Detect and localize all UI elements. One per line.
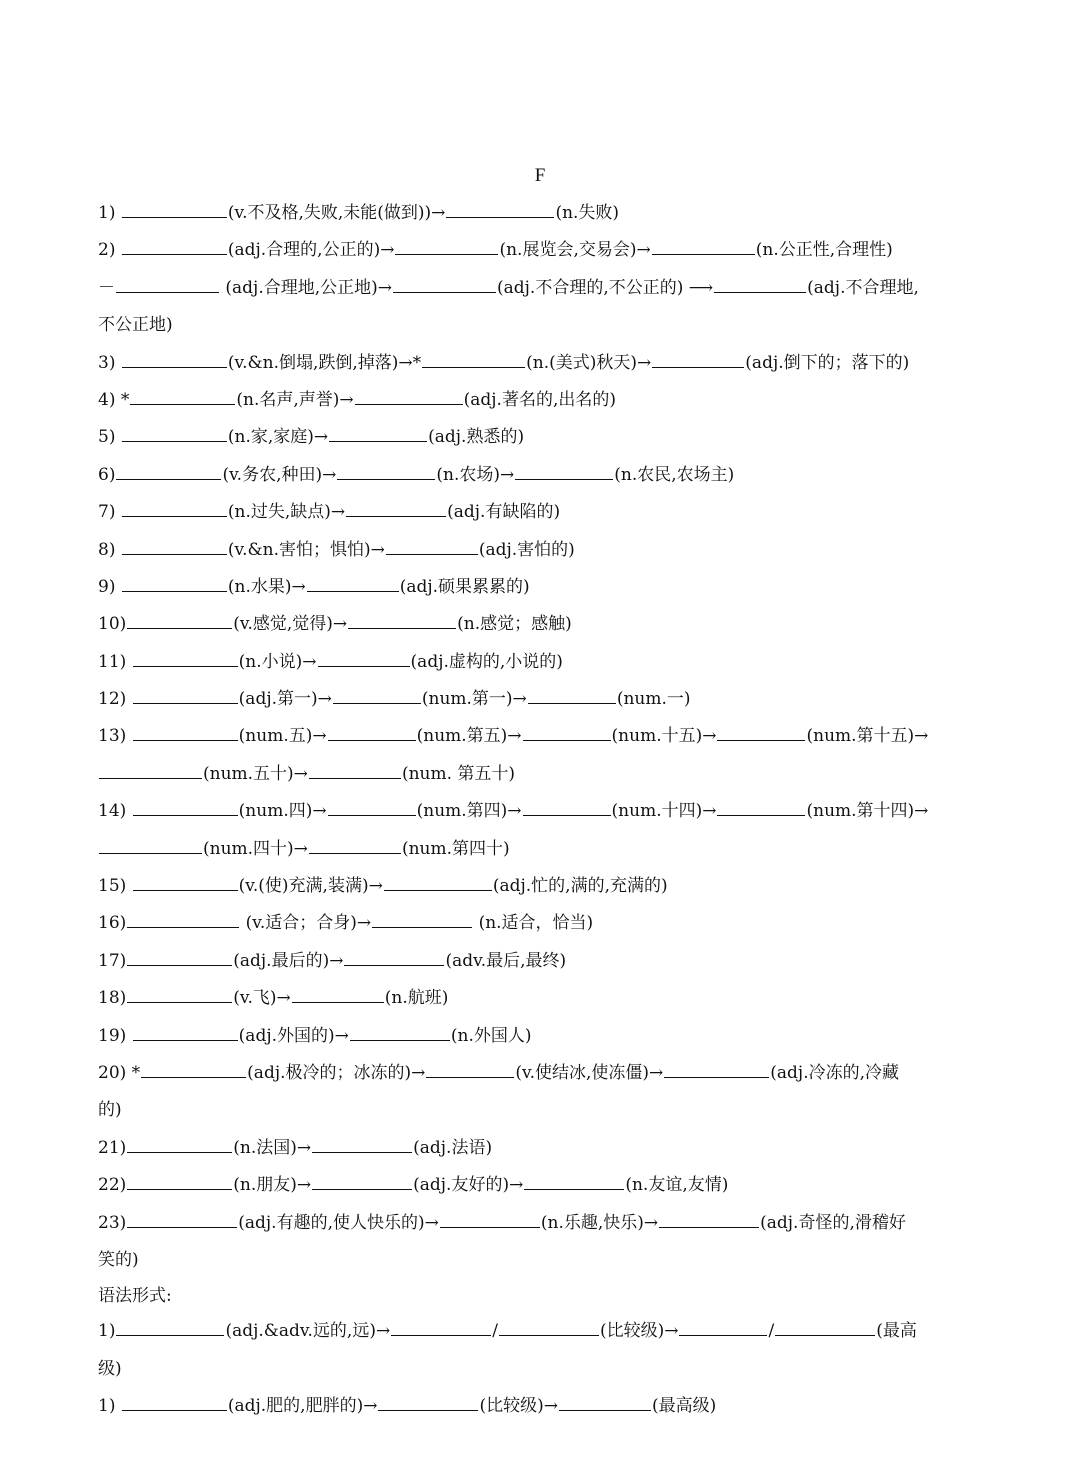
exercise-text: 12) bbox=[98, 689, 132, 710]
answer-blank[interactable] bbox=[127, 927, 239, 928]
exercise-text: (n.友谊,友情) bbox=[625, 1175, 729, 1196]
exercise-text: (num.五)→ bbox=[238, 726, 327, 747]
exercise-line bbox=[98, 307, 1008, 344]
exercise-text: (比较级)→ bbox=[599, 1321, 679, 1342]
exercise-text: (adj.合理的,公正的)→ bbox=[227, 240, 395, 261]
exercise-text: (adj.合理地,公正地)→ bbox=[220, 277, 393, 298]
exercise-text: 22) bbox=[98, 1175, 127, 1196]
answer-blank[interactable] bbox=[292, 1002, 384, 1003]
exercise-text: (n.失败) bbox=[555, 203, 620, 223]
exercise-text: 语法形式: bbox=[98, 1286, 172, 1307]
exercise-text: 4) * bbox=[98, 389, 130, 410]
exercise-text: 5) bbox=[98, 427, 121, 448]
exercise-text: (adj.法语) bbox=[413, 1137, 493, 1158]
exercise-line bbox=[98, 1167, 1008, 1204]
answer-blank[interactable] bbox=[127, 628, 232, 629]
exercise-text: (最高级) bbox=[651, 1396, 717, 1417]
exercise-line bbox=[98, 195, 1008, 232]
exercise-line bbox=[98, 1313, 1008, 1350]
answer-blank[interactable] bbox=[122, 367, 227, 368]
exercise-line bbox=[98, 532, 1008, 569]
exercise-line bbox=[98, 270, 1008, 307]
exercise-text: (adj.不合理的,不公正的) ⟶ bbox=[497, 277, 714, 298]
exercise-text: (n.展览会,交易会)→ bbox=[499, 240, 651, 261]
answer-blank[interactable] bbox=[446, 217, 554, 218]
exercise-text: 23) bbox=[98, 1212, 127, 1233]
exercise-text: (n.适合，恰当) bbox=[473, 913, 594, 934]
exercise-text: (n.农场)→ bbox=[436, 464, 515, 485]
answer-blank[interactable] bbox=[344, 965, 444, 966]
answer-blank[interactable] bbox=[372, 927, 472, 928]
exercise-text: (adj.硕果累累的) bbox=[399, 576, 530, 597]
exercise-text: (n.感觉；感触) bbox=[457, 614, 572, 635]
answer-blank[interactable] bbox=[664, 1077, 769, 1078]
exercise-text: (num.第五)→ bbox=[416, 726, 522, 747]
answer-blank[interactable] bbox=[329, 441, 427, 442]
exercise-text: 11) bbox=[98, 651, 132, 672]
exercise-text: (num.十四)→ bbox=[611, 801, 717, 822]
exercise-text: (num.一) bbox=[616, 689, 691, 710]
answer-blank[interactable] bbox=[116, 292, 219, 293]
answer-blank[interactable] bbox=[679, 1335, 767, 1336]
answer-blank[interactable] bbox=[309, 778, 401, 779]
exercise-line bbox=[98, 681, 1008, 718]
answer-blank[interactable] bbox=[307, 591, 399, 592]
answer-blank[interactable] bbox=[393, 292, 496, 293]
exercise-line bbox=[98, 232, 1008, 269]
exercise-text: (adj.有趣的,使人快乐的)→ bbox=[238, 1212, 439, 1233]
exercise-line bbox=[98, 569, 1008, 606]
exercise-line bbox=[98, 1055, 1008, 1092]
answer-blank[interactable] bbox=[559, 1410, 651, 1411]
exercise-line bbox=[98, 345, 1008, 382]
answer-blank[interactable] bbox=[127, 1227, 237, 1228]
exercise-text: (v.适合；合身)→ bbox=[240, 913, 372, 934]
exercise-line bbox=[98, 905, 1008, 942]
answer-blank[interactable] bbox=[312, 1189, 412, 1190]
exercise-text: 15) bbox=[98, 876, 132, 897]
exercise-text: 14) bbox=[98, 801, 132, 822]
answer-blank[interactable] bbox=[333, 703, 421, 704]
exercise-text: 18) bbox=[98, 988, 127, 1009]
exercise-text: (adj.倒下的；落下的) bbox=[745, 352, 910, 373]
answer-blank[interactable] bbox=[528, 703, 616, 704]
exercise-text: (adj.外国的)→ bbox=[238, 1025, 349, 1046]
answer-blank[interactable] bbox=[133, 666, 238, 667]
exercise-text: (adj.有缺陷的) bbox=[447, 502, 561, 523]
answer-blank[interactable] bbox=[717, 815, 805, 816]
exercise-text: (adj.著名的,出名的) bbox=[463, 389, 616, 410]
exercise-line bbox=[98, 980, 1008, 1017]
answer-blank[interactable] bbox=[717, 740, 805, 741]
answer-blank[interactable] bbox=[499, 1335, 599, 1336]
answer-blank[interactable] bbox=[133, 815, 238, 816]
answer-blank[interactable] bbox=[127, 1002, 232, 1003]
exercise-text: (num. 第五十) bbox=[401, 763, 516, 784]
answer-blank[interactable] bbox=[515, 479, 613, 480]
exercise-line bbox=[98, 1130, 1008, 1167]
answer-blank[interactable] bbox=[127, 1152, 232, 1153]
answer-blank[interactable] bbox=[116, 479, 221, 480]
exercise-text: (adj.虚构的,小说的) bbox=[410, 651, 563, 672]
exercise-text: － bbox=[98, 277, 115, 298]
answer-blank[interactable] bbox=[312, 1152, 412, 1153]
answer-blank[interactable] bbox=[122, 591, 227, 592]
answer-blank[interactable] bbox=[122, 441, 227, 442]
exercise-line bbox=[98, 868, 1008, 905]
exercise-text: (n.(美式)秋天)→ bbox=[526, 352, 652, 373]
exercise-text: / bbox=[492, 1321, 498, 1342]
exercise-text: (v.&n.害怕；惧怕)→ bbox=[227, 539, 385, 560]
exercise-line bbox=[98, 1388, 1008, 1425]
answer-blank[interactable] bbox=[440, 1227, 540, 1228]
answer-blank[interactable] bbox=[122, 1410, 227, 1411]
answer-blank[interactable] bbox=[122, 254, 227, 255]
exercise-text: 的) bbox=[98, 1100, 122, 1121]
answer-blank[interactable] bbox=[309, 853, 401, 854]
exercise-text: 7) bbox=[98, 502, 121, 523]
answer-blank[interactable] bbox=[652, 254, 755, 255]
exercise-text: (adj.奇怪的,滑稽好 bbox=[760, 1212, 906, 1233]
answer-blank[interactable] bbox=[348, 628, 456, 629]
exercise-text: (v.使结冰,使冻僵)→ bbox=[515, 1062, 664, 1083]
answer-blank[interactable] bbox=[426, 1077, 514, 1078]
exercise-text: 19) bbox=[98, 1025, 132, 1046]
answer-blank[interactable] bbox=[122, 554, 227, 555]
answer-blank[interactable] bbox=[328, 740, 416, 741]
exercise-text: 1) bbox=[98, 203, 121, 223]
answer-blank[interactable] bbox=[328, 815, 416, 816]
exercise-text: 1) bbox=[98, 1396, 121, 1417]
answer-blank[interactable] bbox=[659, 1227, 759, 1228]
exercise-text: 3) bbox=[98, 352, 121, 373]
exercise-text: (n.水果)→ bbox=[227, 576, 306, 597]
exercise-line bbox=[98, 644, 1008, 681]
exercise-line bbox=[98, 1205, 1008, 1242]
exercise-text: (n.公正性,合理性) bbox=[755, 240, 893, 261]
exercise-text: (比较级)→ bbox=[479, 1396, 558, 1417]
answer-blank[interactable] bbox=[133, 740, 238, 741]
exercise-text: (num.第十四)→ bbox=[806, 801, 929, 822]
answer-blank[interactable] bbox=[122, 516, 227, 517]
exercise-text: (num.五十)→ bbox=[203, 763, 308, 784]
answer-blank[interactable] bbox=[346, 516, 446, 517]
page-title: F bbox=[534, 165, 546, 186]
exercise-text: 1) bbox=[98, 1321, 116, 1342]
exercise-line bbox=[98, 494, 1008, 531]
answer-blank[interactable] bbox=[318, 666, 410, 667]
exercise-text: 8) bbox=[98, 539, 121, 560]
exercise-text: (adj.肥的,肥胖的)→ bbox=[227, 1396, 378, 1417]
exercise-text: (adj.熟悉的) bbox=[428, 427, 525, 448]
exercise-text: (num.第四十) bbox=[401, 838, 510, 859]
exercise-text: (adj.&adv.远的,远)→ bbox=[225, 1321, 391, 1342]
answer-blank[interactable] bbox=[775, 1335, 875, 1336]
answer-blank[interactable] bbox=[714, 292, 806, 293]
exercise-text: (v.(使)充满,装满)→ bbox=[238, 876, 383, 897]
exercise-text: (num.十五)→ bbox=[611, 726, 717, 747]
answer-blank[interactable] bbox=[99, 853, 202, 854]
exercise-line bbox=[98, 457, 1008, 494]
exercise-text: (num.第十五)→ bbox=[806, 726, 929, 747]
answer-blank[interactable] bbox=[133, 1040, 238, 1041]
exercise-text: (num.第四)→ bbox=[416, 801, 522, 822]
exercise-text: (num.四)→ bbox=[238, 801, 327, 822]
exercise-line bbox=[98, 1351, 1008, 1388]
exercise-text: (adj.第一)→ bbox=[238, 689, 332, 710]
answer-blank[interactable] bbox=[127, 965, 232, 966]
answer-blank[interactable] bbox=[391, 1335, 491, 1336]
exercise-text: / bbox=[768, 1321, 775, 1342]
exercise-text: (n.名声,声誉)→ bbox=[236, 389, 354, 410]
exercise-text: (n.外国人) bbox=[450, 1025, 532, 1046]
exercise-text: 6) bbox=[98, 464, 116, 485]
exercise-text: (adj.忙的,满的,充满的) bbox=[492, 876, 668, 897]
exercise-line bbox=[98, 1242, 1008, 1279]
exercise-text: (v.务农,种田)→ bbox=[222, 464, 337, 485]
answer-blank[interactable] bbox=[133, 890, 238, 891]
exercise-line bbox=[98, 793, 1008, 830]
exercise-text: (n.乐趣,快乐)→ bbox=[540, 1212, 659, 1233]
exercise-text: (adj.害怕的) bbox=[478, 539, 575, 560]
exercise-line bbox=[98, 831, 1008, 868]
exercise-line bbox=[98, 1092, 1008, 1129]
answer-blank[interactable] bbox=[422, 367, 525, 368]
answer-blank[interactable] bbox=[386, 554, 478, 555]
exercise-text: 不公正地) bbox=[98, 315, 173, 336]
exercise-text: (n.朋友)→ bbox=[233, 1175, 312, 1196]
answer-blank[interactable] bbox=[378, 1410, 478, 1411]
exercise-text: (adv.最后,最终) bbox=[445, 950, 567, 971]
answer-blank[interactable] bbox=[130, 404, 235, 405]
exercise-line bbox=[98, 1018, 1008, 1055]
exercise-line bbox=[98, 756, 1008, 793]
exercise-line bbox=[98, 606, 1008, 643]
exercise-text: (n.小说)→ bbox=[238, 651, 317, 672]
exercise-text: (最高 bbox=[876, 1321, 917, 1342]
exercise-text: (adj.不合理地, bbox=[807, 277, 919, 298]
exercise-text: (v.感觉,觉得)→ bbox=[233, 614, 348, 635]
answer-blank[interactable] bbox=[99, 778, 202, 779]
exercise-text: 13) bbox=[98, 726, 132, 747]
answer-blank[interactable] bbox=[395, 254, 498, 255]
exercise-text: (n.家,家庭)→ bbox=[227, 427, 329, 448]
section-heading bbox=[98, 1279, 1008, 1313]
answer-blank[interactable] bbox=[523, 740, 611, 741]
exercise-text: 17) bbox=[98, 950, 127, 971]
exercise-text: (n.农民,农场主) bbox=[614, 464, 735, 485]
exercise-line bbox=[98, 943, 1008, 980]
exercise-text: 20) * bbox=[98, 1062, 141, 1083]
exercise-text: (v.飞)→ bbox=[233, 988, 291, 1009]
exercise-text: (v.&n.倒塌,跌倒,掉落)→* bbox=[227, 352, 422, 373]
answer-blank[interactable] bbox=[127, 1189, 232, 1190]
answer-blank[interactable] bbox=[122, 217, 227, 218]
exercise-text: (adj.极冷的；冰冻的)→ bbox=[247, 1062, 426, 1083]
exercise-text: (n.航班) bbox=[384, 988, 449, 1009]
exercise-text: (n.过失,缺点)→ bbox=[227, 502, 346, 523]
answer-blank[interactable] bbox=[652, 367, 744, 368]
answer-blank[interactable] bbox=[116, 1335, 224, 1336]
exercise-text: (adj.最后的)→ bbox=[233, 950, 344, 971]
exercise-line bbox=[98, 419, 1008, 456]
answer-blank[interactable] bbox=[141, 1077, 246, 1078]
exercise-text: 笑的) bbox=[98, 1249, 139, 1270]
exercise-text: (num.四十)→ bbox=[203, 838, 308, 859]
exercise-list bbox=[98, 195, 1008, 1426]
answer-blank[interactable] bbox=[524, 1189, 624, 1190]
exercise-text: 10) bbox=[98, 614, 127, 635]
exercise-line bbox=[98, 382, 1008, 419]
exercise-line bbox=[98, 718, 1008, 755]
answer-blank[interactable] bbox=[523, 815, 611, 816]
exercise-text: 级) bbox=[98, 1358, 122, 1379]
exercise-text: (v.不及格,失败,未能(做到))→ bbox=[227, 203, 446, 223]
exercise-text: (adj.冷冻的,冷藏 bbox=[770, 1062, 900, 1083]
answer-blank[interactable] bbox=[133, 703, 238, 704]
exercise-text: 2) bbox=[98, 240, 121, 261]
answer-blank[interactable] bbox=[355, 404, 463, 405]
answer-blank[interactable] bbox=[337, 479, 435, 480]
exercise-text: (adj.友好的)→ bbox=[413, 1175, 524, 1196]
exercise-text: 9) bbox=[98, 576, 121, 597]
exercise-text: 16) bbox=[98, 913, 127, 934]
answer-blank[interactable] bbox=[350, 1040, 450, 1041]
exercise-text: 21) bbox=[98, 1137, 127, 1158]
exercise-text: (n.法国)→ bbox=[233, 1137, 312, 1158]
exercise-text: (num.第一)→ bbox=[421, 689, 527, 710]
answer-blank[interactable] bbox=[384, 890, 492, 891]
